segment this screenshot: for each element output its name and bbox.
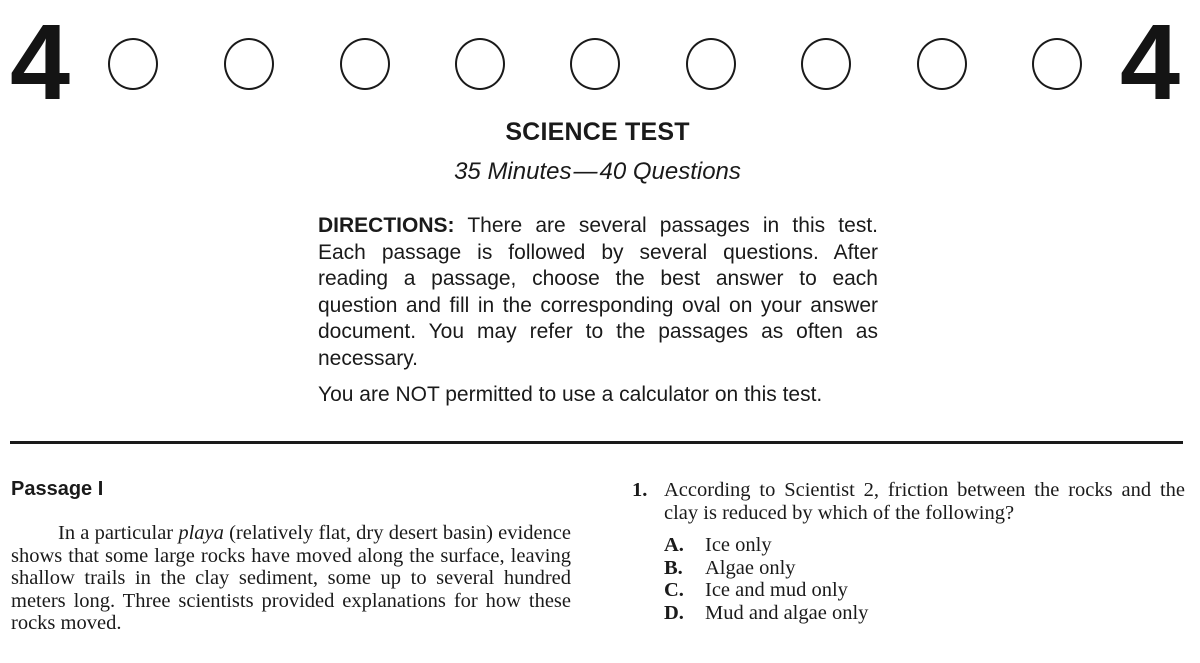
passage-term: playa — [178, 522, 224, 544]
directions-label: DIRECTIONS: — [318, 214, 455, 237]
answer-options — [664, 534, 1185, 624]
option-text: Ice and mud only — [705, 579, 848, 601]
passage-heading: Passage I — [11, 478, 104, 500]
question-number: 1. — [632, 479, 648, 501]
calculator-note: You are NOT permitted to use a calculator on this test. — [318, 383, 823, 406]
question-stem: According to Scientist 2, friction between the rocks and the clay is reduced by which of the following? — [664, 479, 1185, 524]
option-letter: A. — [664, 534, 684, 556]
answer-oval[interactable] — [570, 38, 620, 90]
answer-oval[interactable] — [686, 38, 736, 90]
answer-option-d[interactable] — [664, 602, 1185, 625]
option-text: Algae only — [705, 556, 796, 579]
section-divider — [10, 441, 1183, 444]
test-title: SCIENCE TEST — [505, 118, 690, 146]
option-text: Ice only — [705, 534, 772, 556]
passage-text-rest: (relatively flat, dry desert basin) evidence shows that some large rocks have moved along the surface, leaving shallow trails in the clay sediment, some up to several hundred meters long. Three scientists provided explanations for how these rocks moved. — [11, 522, 571, 634]
section-number-left: 4 — [10, 1, 71, 122]
answer-oval[interactable] — [340, 38, 390, 90]
answer-oval[interactable] — [1032, 38, 1082, 90]
answer-oval[interactable] — [455, 38, 505, 90]
directions-text: There are several passages in this test. Each passage is followed by several questions. After reading a passage, choose the best answer to each question and fill in the corresponding oval on your answer document. You may refer to the passages as often as necessary. — [318, 214, 878, 370]
answer-oval-row — [0, 38, 1200, 94]
directions-paragraph — [318, 213, 878, 373]
question-1 — [632, 479, 1185, 624]
answer-option-a[interactable] — [664, 534, 1185, 557]
answer-option-b[interactable] — [664, 557, 1185, 580]
option-letter: B. — [664, 556, 683, 579]
section-number-right: 4 — [1120, 1, 1181, 122]
option-letter: C. — [664, 579, 684, 601]
test-subtitle: 35 Minutes — 40 Questions — [454, 158, 741, 185]
answer-oval[interactable] — [108, 38, 158, 90]
passage-paragraph — [11, 522, 571, 635]
answer-oval[interactable] — [224, 38, 274, 90]
answer-option-c[interactable] — [664, 579, 1185, 602]
passage-text-start: In a particular — [58, 522, 179, 544]
answer-oval[interactable] — [917, 38, 967, 90]
option-text: Mud and algae only — [705, 601, 869, 624]
option-letter: D. — [664, 601, 684, 624]
answer-oval[interactable] — [801, 38, 851, 90]
